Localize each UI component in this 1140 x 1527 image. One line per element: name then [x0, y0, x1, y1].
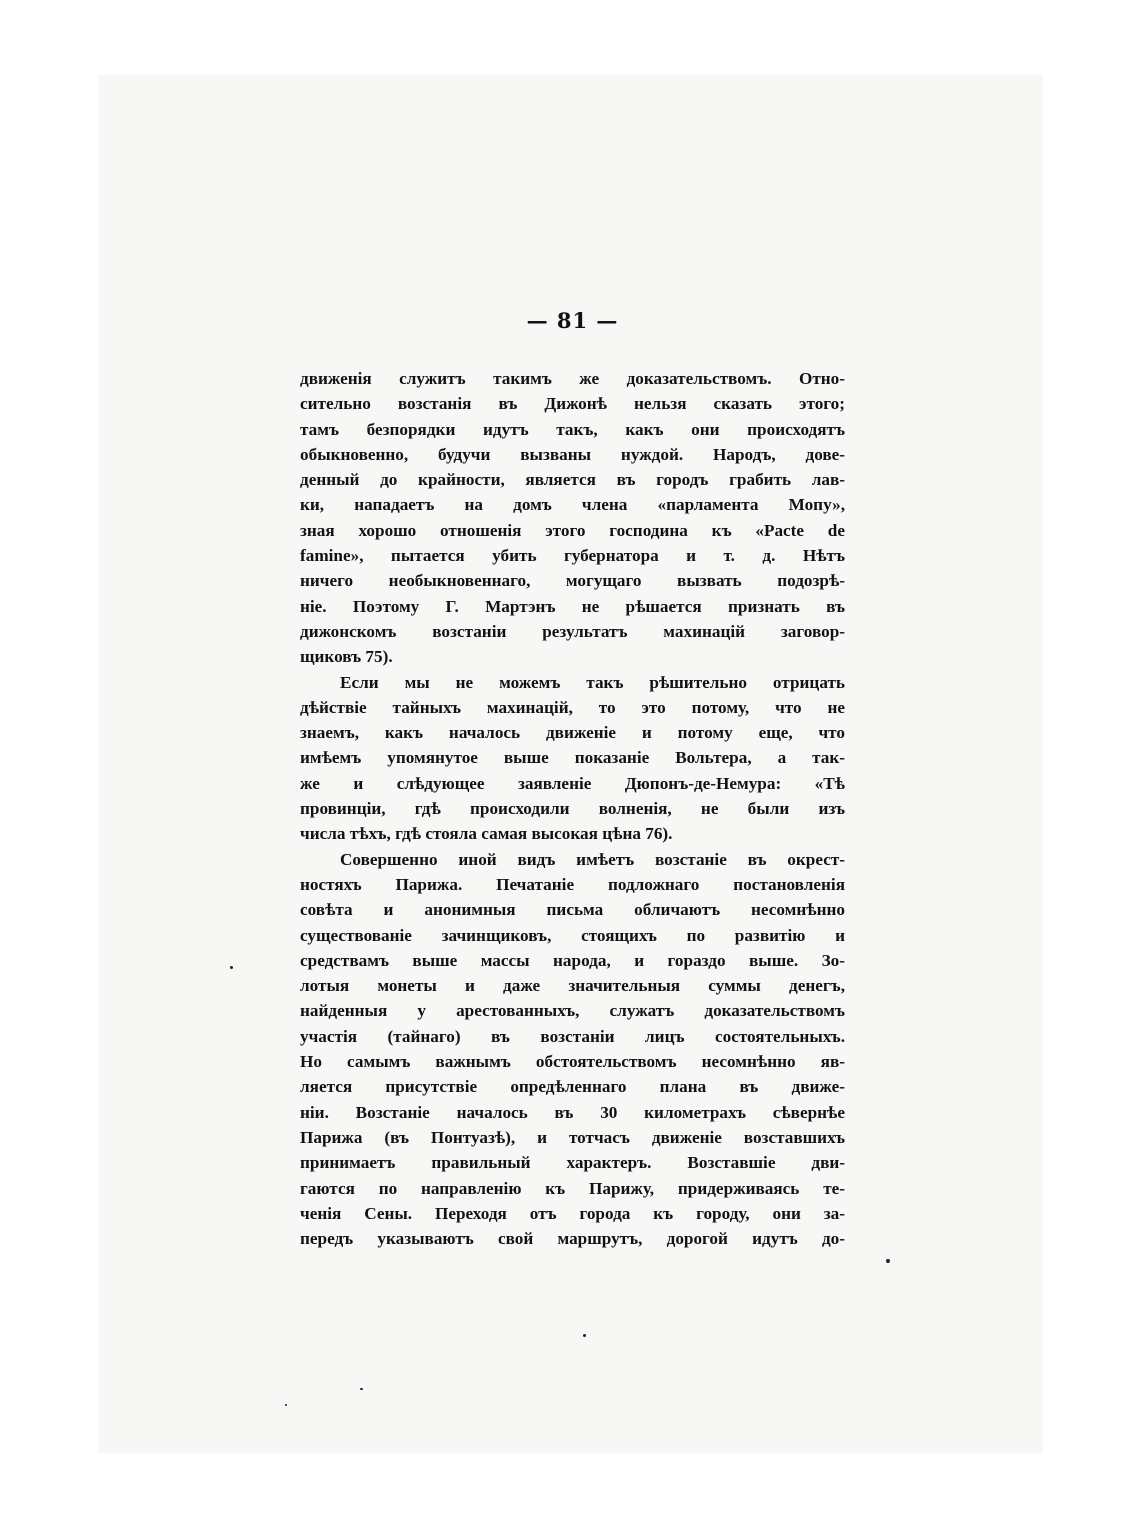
- text-line: ничего необыкновеннаго, могущаго вызвать подозрѣ-: [300, 571, 845, 591]
- text-line: лотыя монеты и даже значительныя суммы денегъ,: [300, 976, 845, 996]
- text-line: существованіе зачинщиковъ, стоящихъ по развитію и: [300, 925, 845, 945]
- text-line: движенія служитъ такимъ же доказательствомъ. Отно-: [300, 369, 845, 388]
- text-line: денный до крайности, является въ городъ грабить лав-: [300, 470, 845, 490]
- scan-speck: [583, 1334, 586, 1337]
- text-line: средствамъ выше массы народа, и гораздо выше. Зо-: [300, 950, 845, 970]
- text-line: дижонскомъ возстаніи результатъ махинацій заговор-: [300, 621, 845, 641]
- text-line: числа тѣхъ, гдѣ стояла самая высокая цѣна 76).: [300, 824, 673, 844]
- text-line: famine», пытается убить губернатора и т. д. Нѣтъ: [300, 546, 845, 566]
- text-line: щиковъ 75).: [300, 647, 393, 667]
- text-line: ляется присутствіе опредѣленнаго плана въ движе-: [300, 1077, 845, 1097]
- text-line: гаются по направленію къ Парижу, придерживаясь те-: [300, 1178, 845, 1198]
- text-line: же и слѣдующее заявленіе Дюпонъ-де-Немура: «Тѣ: [300, 773, 845, 793]
- page-number: — 81 —: [526, 308, 619, 333]
- text-line: знаемъ, какъ началось движеніе и потому еще, что: [300, 723, 845, 743]
- text-line: зная хорошо отношенія этого господина къ «Pacte de: [300, 520, 845, 540]
- body-text: [300, 366, 845, 1251]
- text-line: ки, нападаетъ на домъ члена «парламента Мопу»,: [300, 495, 845, 515]
- text-line: участія (тайнаго) въ возстаніи лицъ состоятельныхъ.: [300, 1026, 845, 1046]
- scan-speck: [886, 1259, 890, 1263]
- text-line: Если мы не можемъ такъ рѣшительно отрицать: [340, 672, 845, 692]
- scan-speck: [230, 966, 233, 969]
- text-line: ніе. Поэтому Г. Мартэнъ не рѣшается признать въ: [300, 596, 845, 616]
- text-line: тамъ безпорядки идутъ такъ, какъ они происходятъ: [300, 419, 845, 439]
- text-line: обыкновенно, будучи вызваны нуждой. Народъ, дове-: [300, 444, 845, 464]
- text-line: Совершенно иной видъ имѣетъ возстаніе въ окрест-: [340, 849, 845, 869]
- text-line: сительно возстанія въ Дижонѣ нельзя сказать этого;: [300, 394, 845, 414]
- text-line: провинціи, гдѣ происходили волненія, не были изъ: [300, 799, 845, 819]
- text-line: найденныя у арестованныхъ, служатъ доказательствомъ: [300, 1001, 845, 1021]
- text-line: Но самымъ важнымъ обстоятельствомъ несомнѣнно яв-: [300, 1052, 845, 1072]
- text-line: ченія Сены. Переходя отъ города къ городу, они за-: [300, 1203, 845, 1223]
- text-line: совѣта и анонимныя письма обличаютъ несомнѣнно: [300, 900, 845, 920]
- text-line: ніи. Возстаніе началось въ 30 километрахъ сѣвернѣе: [300, 1102, 845, 1122]
- text-line: имѣемъ упомянутое выше показаніе Вольтера, а так-: [300, 748, 845, 768]
- text-line: дѣйствіе тайныхъ махинацій, то это потому, что не: [300, 697, 845, 717]
- text-line: ностяхъ Парижа. Печатаніе подложнаго постановленія: [300, 874, 845, 894]
- text-line: принимаетъ правильный характеръ. Возставшіе дви-: [300, 1153, 845, 1173]
- scan-speck: [285, 1404, 287, 1406]
- text-line: Парижа (въ Понтуазѣ), и тотчасъ движеніе возставшихъ: [300, 1127, 845, 1147]
- scan-speck: [360, 1388, 363, 1390]
- text-line: передъ указываютъ свой маршрутъ, дорогой идутъ до-: [300, 1229, 845, 1249]
